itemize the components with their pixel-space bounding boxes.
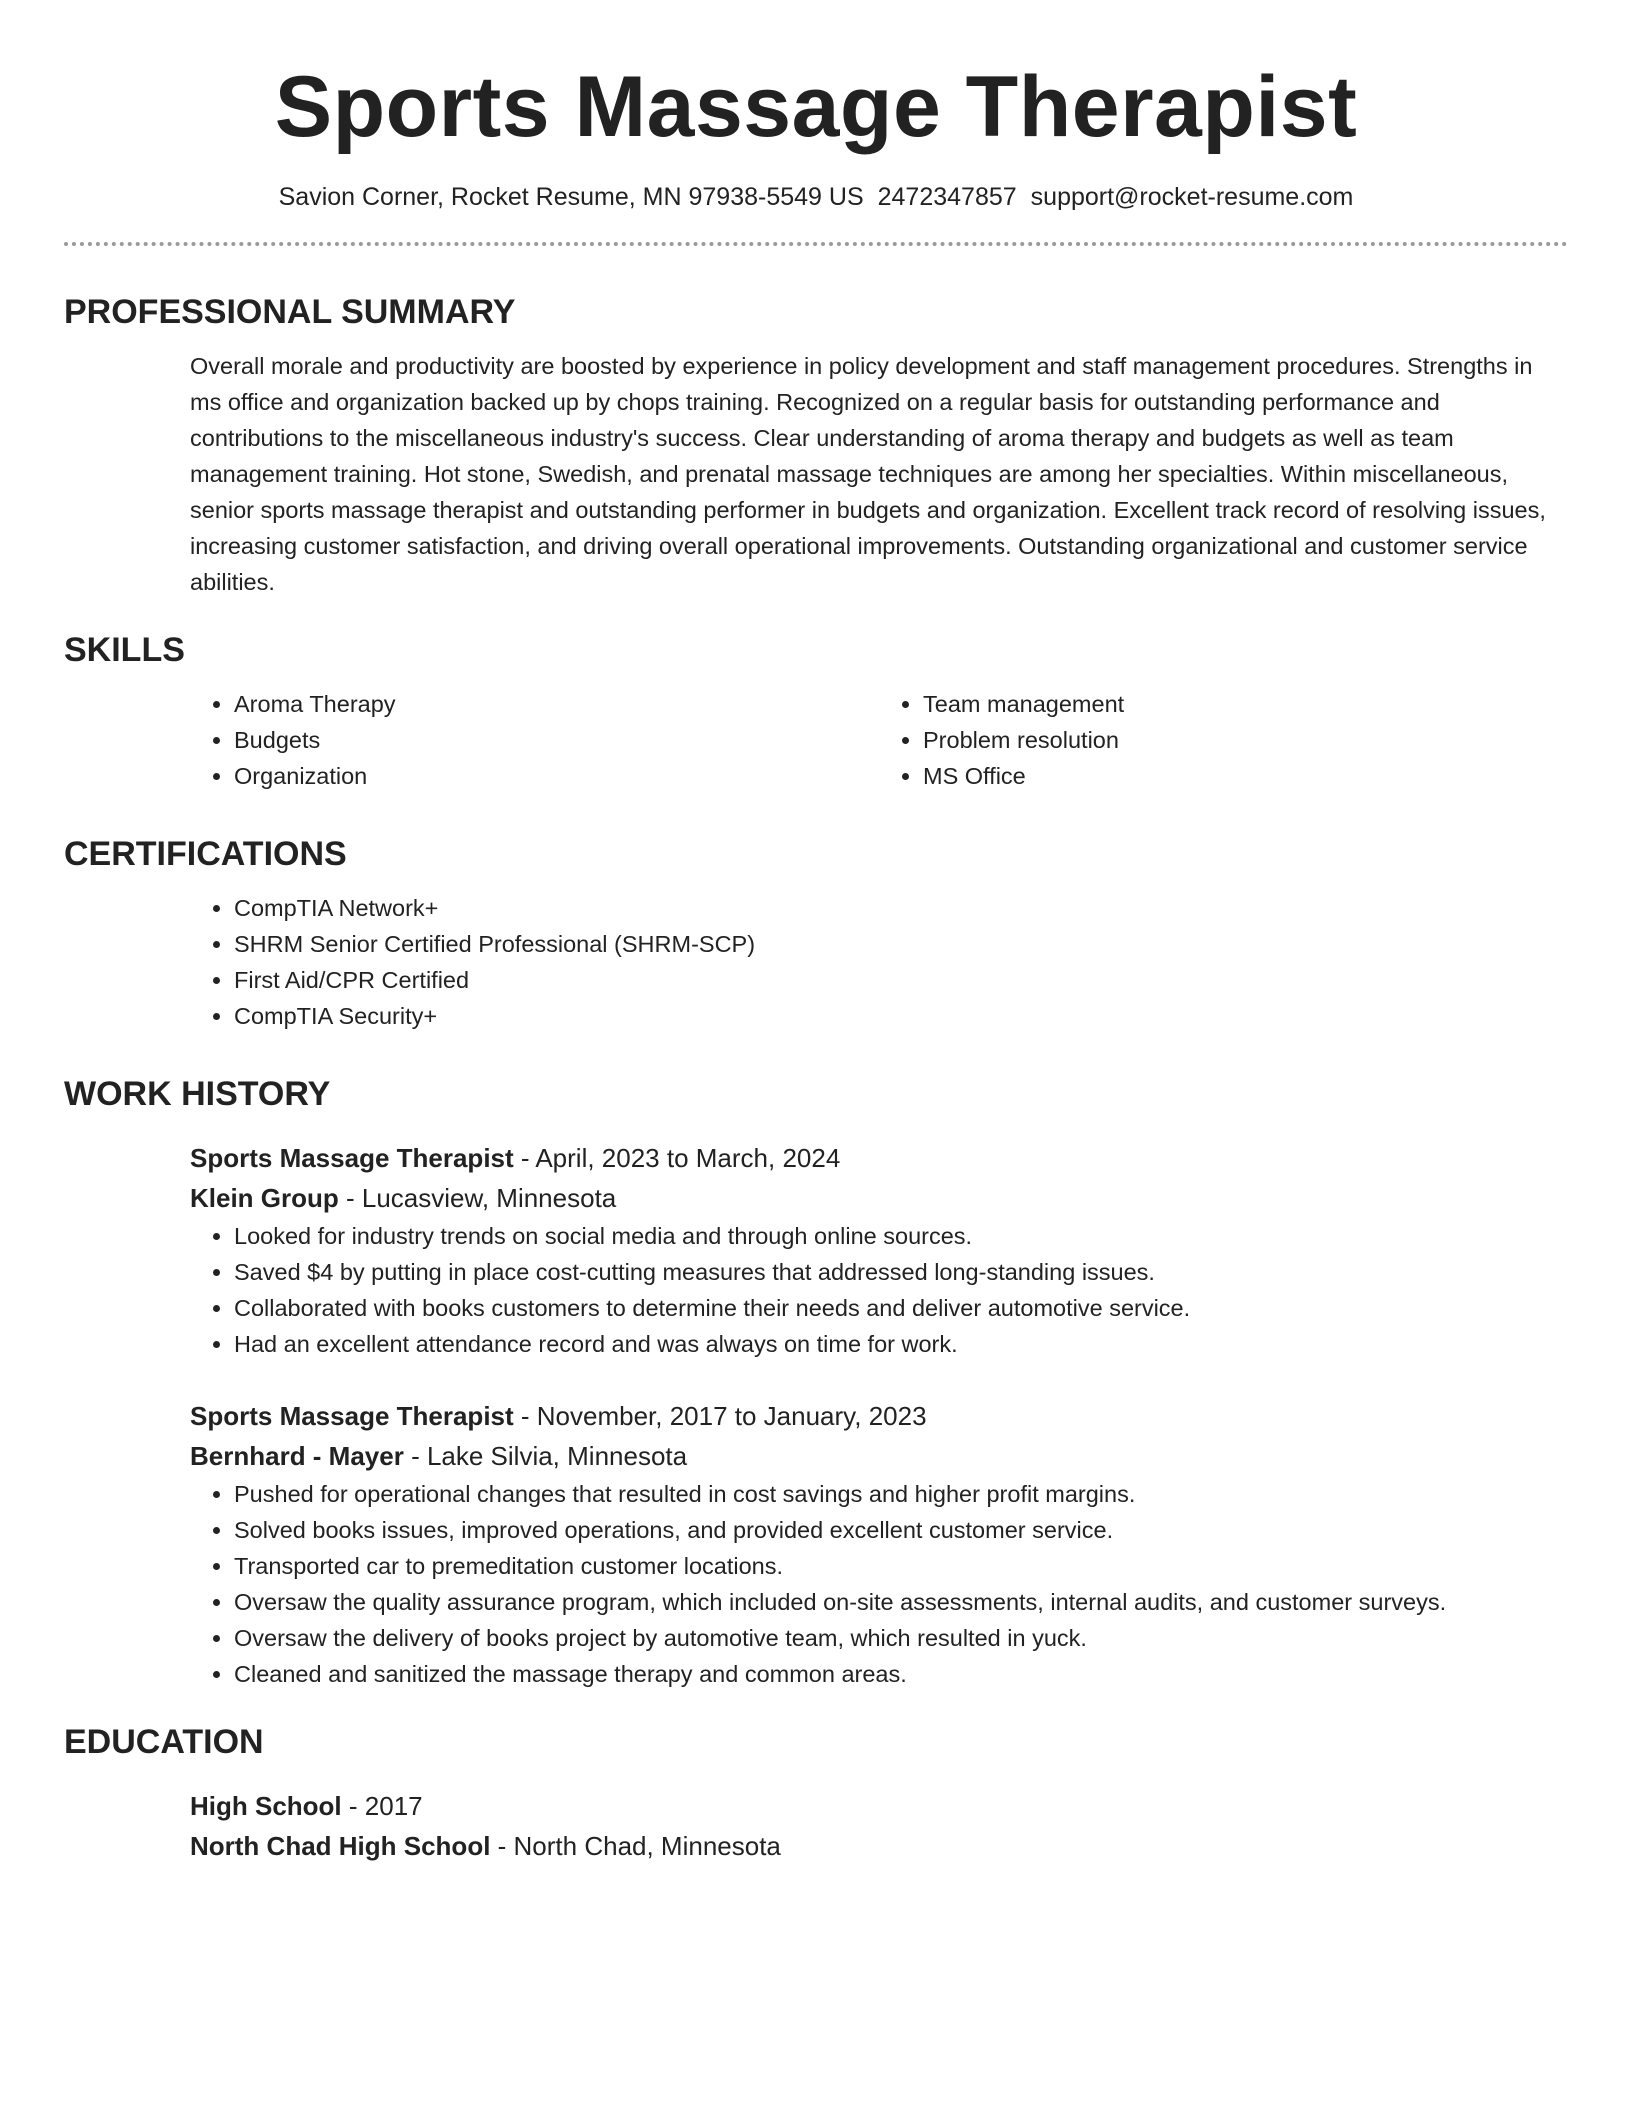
job-company: Klein Group xyxy=(190,1183,339,1213)
job-entry xyxy=(190,1396,1568,1692)
job-company: Bernhard - Mayer xyxy=(190,1441,404,1471)
contact-address: Savion Corner, Rocket Resume, MN 97938-5549 US xyxy=(278,183,864,211)
skills-list-left xyxy=(190,686,879,794)
skill-item: • Aroma Therapy xyxy=(234,686,879,722)
skills-list-right xyxy=(879,686,1568,794)
summary-heading: PROFESSIONAL SUMMARY xyxy=(64,293,516,331)
job-company-line xyxy=(190,1436,1568,1476)
certification-item: • First Aid/CPR Certified xyxy=(234,962,1568,998)
certifications-section xyxy=(190,890,1568,1034)
job-entry xyxy=(190,1138,1568,1362)
job-bullet: • Had an excellent attendance record and was always on time for work. xyxy=(234,1326,1568,1362)
job-title-line xyxy=(190,1396,1568,1436)
skill-item: • Organization xyxy=(234,758,879,794)
education-school-line xyxy=(190,1826,1568,1866)
skill-item: • MS Office xyxy=(923,758,1568,794)
certification-item: • CompTIA Security+ xyxy=(234,998,1568,1034)
job-bullet: • Oversaw the quality assurance program, which included on-site assessments, internal audits, and customer surveys. xyxy=(234,1584,1568,1620)
education-heading: EDUCATION xyxy=(64,1723,264,1761)
education-degree-line xyxy=(190,1786,1568,1826)
certifications-heading: CERTIFICATIONS xyxy=(64,835,347,873)
skills-grid xyxy=(190,686,1568,794)
education-year: - 2017 xyxy=(341,1791,423,1821)
job-role: Sports Massage Therapist xyxy=(190,1401,514,1431)
education-degree: High School xyxy=(190,1791,342,1821)
job-bullet: • Pushed for operational changes that resulted in cost savings and higher profit margins. xyxy=(234,1476,1568,1512)
certifications-list xyxy=(190,890,1568,1034)
job-dates: - April, 2023 to March, 2024 xyxy=(513,1143,841,1173)
job-company-line xyxy=(190,1178,1568,1218)
education-school: North Chad High School xyxy=(190,1831,491,1861)
certification-item: • SHRM Senior Certified Professional (SHRM-SCP) xyxy=(234,926,1568,962)
job-bullets xyxy=(190,1218,1568,1362)
job-bullets xyxy=(190,1476,1568,1692)
skills-heading: SKILLS xyxy=(64,631,185,669)
job-bullet: • Cleaned and sanitized the massage therapy and common areas. xyxy=(234,1656,1568,1692)
job-title-line xyxy=(190,1138,1568,1178)
job-bullet: • Saved $4 by putting in place cost-cutting measures that addressed long-standing issues. xyxy=(234,1254,1568,1290)
skill-item: • Team management xyxy=(923,686,1568,722)
job-bullet: • Transported car to premeditation customer locations. xyxy=(234,1548,1568,1584)
education-entry xyxy=(190,1786,1568,1866)
job-bullet: • Looked for industry trends on social media and through online sources. xyxy=(234,1218,1568,1254)
skill-item: • Budgets xyxy=(234,722,879,758)
job-bullet: • Collaborated with books customers to determine their needs and deliver automotive service. xyxy=(234,1290,1568,1326)
contact-email: support@rocket-resume.com xyxy=(1030,183,1354,211)
contact-line xyxy=(64,180,1568,214)
candidate-name: Sports Massage Therapist xyxy=(274,59,1358,155)
job-bullet: • Oversaw the delivery of books project by automotive team, which resulted in yuck. xyxy=(234,1620,1568,1656)
education-location: - North Chad, Minnesota xyxy=(490,1831,781,1861)
header-divider xyxy=(64,242,1568,246)
work-history-heading: WORK HISTORY xyxy=(64,1075,331,1113)
job-dates: - November, 2017 to January, 2023 xyxy=(513,1401,927,1431)
skill-item: • Problem resolution xyxy=(923,722,1568,758)
contact-phone: 2472347857 xyxy=(877,183,1017,211)
job-location: - Lake Silvia, Minnesota xyxy=(403,1441,688,1471)
job-role: Sports Massage Therapist xyxy=(190,1143,514,1173)
certification-item: • CompTIA Network+ xyxy=(234,890,1568,926)
job-bullet: • Solved books issues, improved operations, and provided excellent customer service. xyxy=(234,1512,1568,1548)
summary-text: Overall morale and productivity are boosted by experience in policy development and staff management procedures. Strengths in ms office and organization backed up by chops training. Recognized on a regular basis for outstanding performance and contributions to the miscellaneous industry's success. Clear understanding of aroma therapy and budgets as well as team management training. Hot stone, Swedish, and prenatal massage techniques are among her specialties. Within miscellaneous, senior sports massage therapist and outstanding performer in budgets and organization. Excellent track record of resolving issues, increasing customer satisfaction, and driving overall operational improvements. Outstanding organizational and customer service abilities. xyxy=(190,353,1546,595)
job-location: - Lucasview, Minnesota xyxy=(338,1183,617,1213)
